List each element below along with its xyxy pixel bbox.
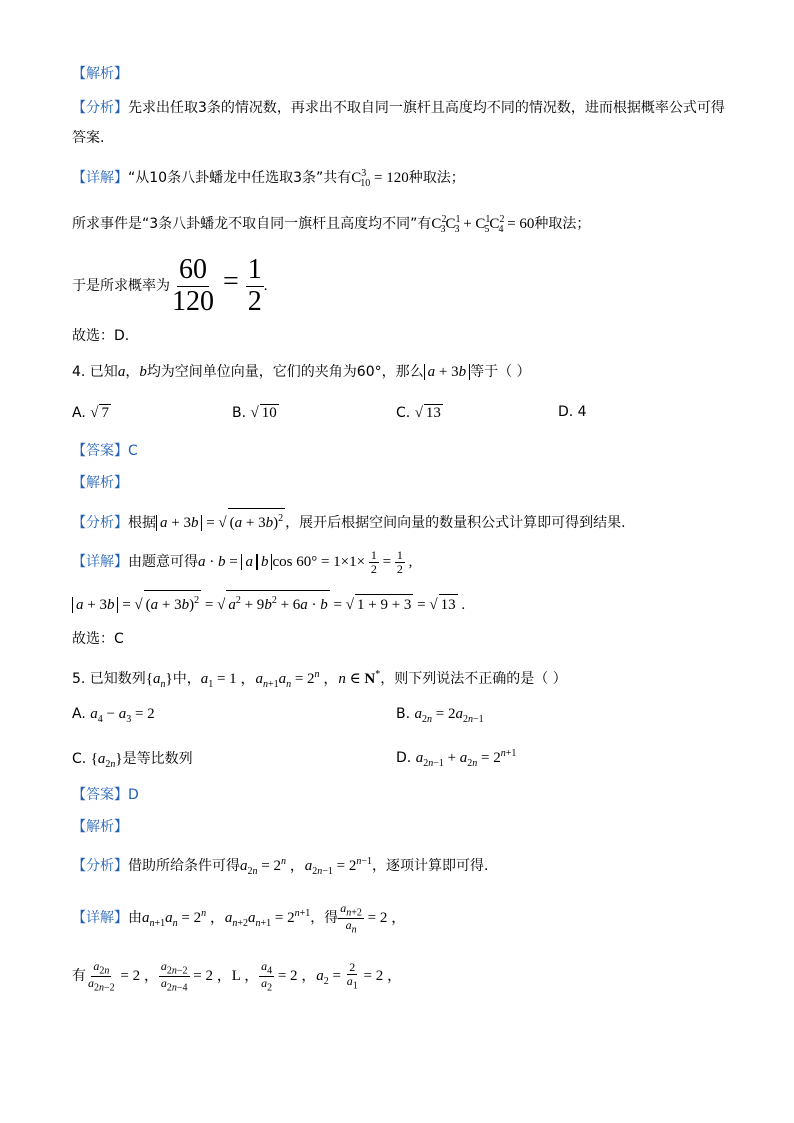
q4-norm-expression: a + 3b	[424, 364, 470, 380]
q3-probability-line: 于是所求概率为 $\frac{60}{120}$ = $\frac{1}{2}$ .	[72, 253, 268, 317]
q3-fenxi-line2: 答案.	[72, 130, 105, 146]
q5-general-terms: $a_{2n} = 2^n$ ，$a_{2n-1} = 2^{n-1}$	[240, 856, 372, 877]
q5-stem: 5. 已知数列$\{a_n\}$中，$a_1 = 1$ ，$a_{n+1}a_n = 2^n$ ，n ∈ N*，则下列说法不正确的是（ ）	[72, 669, 567, 690]
q3-answer-choice: 故选：D.	[72, 328, 130, 344]
q4-option-c: C. √ 13	[396, 405, 441, 421]
q4-answer-choice: 故选：C	[72, 631, 124, 647]
q3-combination-event: $C^2_3C^1_3 + C^1_5C^2_4 = 60$	[431, 214, 535, 235]
q4-fenxi-line: 【分析】根据 a + 3b = √ $(a + 3b)^2$ ，展开后根据空间向量的数量积公式计算即可得到结果.	[72, 508, 626, 533]
q5-jiexi-heading: 【解析】	[72, 819, 128, 835]
q4-xiangjie-line1: 【详解】由题意可得a · b = a b cos 60° = 1×1× $\frac{1}{2}$ = $\frac{1}{2}$ ,	[72, 547, 413, 577]
q4-jiexi-heading: 【解析】	[72, 475, 128, 491]
q5-option-d: D. $a_{2n-1} + a_{2n} = 2^{n+1}$	[396, 748, 517, 769]
q5-xiangjie-line1: 【详解】由$a_{n+1}a_n = 2^n$ ，$a_{n+2}a_{n+1} = 2^{n+1}$，得 $\frac{a_{n+2}}{a_n}$ = 2 ，	[72, 900, 407, 936]
q4-option-a: A. √ 7	[72, 405, 109, 421]
vector-a: a	[117, 364, 126, 380]
q5-option-c: C. $\{a_{2n}\}$是等比数列	[72, 751, 193, 770]
q3-fraction-60-120: $\frac{60}{120}$	[172, 253, 214, 317]
q3-fraction-1-2: $\frac{1}{2}$	[247, 253, 262, 317]
q4-norm-identity: a + 3b = √ $(a + 3b)^2$	[156, 515, 285, 531]
q5-option-b: B. $a_{2n} = 2a_{2n-1}$	[396, 706, 484, 725]
q3-xiangjie-line: 【详解】“从10条八卦蟠龙中任选取3条”共有$C^3_{10} = 120$种取法；	[72, 168, 465, 189]
q3-jiexi-heading: 【解析】	[72, 66, 128, 82]
q4-stem: 4. 已知a，b均为空间单位向量，它们的夹角为60°，那么 a + 3b 等于（ ）	[72, 364, 531, 380]
q5-conditions: $a_1 = 1$ ，$a_{n+1}a_n = 2^n$ ，n ∈ N*	[200, 669, 381, 690]
q5-ratio: $\frac{a_{n+2}}{a_n}$ = 2 ，	[340, 900, 407, 936]
q4-xiangjie-line2	[72, 590, 465, 615]
q5-xiangjie-line2: 有 $\frac{a_{2n}}{a_{2n-2}}$ = 2 ， $\frac{a_{2n-2}}{a_{2n-4}}$ = 2 ，L ， $\frac{a_4}{a_2}$ = 2 ，$a_2$ = $\frac{2}{a_1}$ = 2 ，	[72, 958, 402, 994]
q5-fenxi-line: 【分析】借助所给条件可得$a_{2n} = 2^n$ ，$a_{2n-1} = 2^{n-1}$，逐项计算即可得.	[72, 856, 489, 877]
q5-ratio-chain: $\frac{a_{2n}}{a_{2n-2}}$ = 2 ， $\frac{a_{2n-2}}{a_{2n-4}}$ = 2 ，L ， $\frac{a_4}{a_2}$ = 2 ，$a_2$ = $\frac{2}{a_1}$ = 2 ，	[88, 958, 402, 994]
q5-sequence: $\{a_n\}$	[145, 671, 173, 690]
q4-option-d: D. 4	[558, 404, 587, 420]
q5-option-a: A. $a_4 - a_3 = 2$	[72, 706, 155, 725]
q5-recurrence: $a_{n+1}a_n = 2^n$ ，$a_{n+2}a_{n+1} = 2^{n+1}$	[142, 908, 311, 929]
vector-b: b	[139, 364, 147, 380]
q3-fenxi-line1: 【分析】先求出任取3条的情况数，再求出不取自同一旗杆且高度均不同的情况数，进而根据概率公式可得	[72, 100, 725, 116]
q4-dot-product: a · b = a b cos 60° = 1×1× $\frac{1}{2}$ = $\frac{1}{2}$ ,	[198, 547, 413, 577]
q3-combination-total: $C^3_{10} = 120$	[351, 168, 409, 189]
q4-answer: 【答案】C	[72, 443, 138, 459]
q3-event-line: 所求事件是“3条八卦蟠龙不取自同一旗杆且高度均不同”有$C^2_3C^1_3 + C^1_5C^2_4 = 60$种取法；	[72, 214, 591, 235]
q4-option-b: B. √ 10	[232, 405, 277, 421]
q4-norm-calculation: a + 3b = √ $(a + 3b)^2$ = √ $a^2 + 9b^2 + 6a \cdot b$ = √ 1 + 9 + 3 = √ 13 .	[72, 597, 465, 613]
q5-answer: 【答案】D	[72, 787, 139, 803]
